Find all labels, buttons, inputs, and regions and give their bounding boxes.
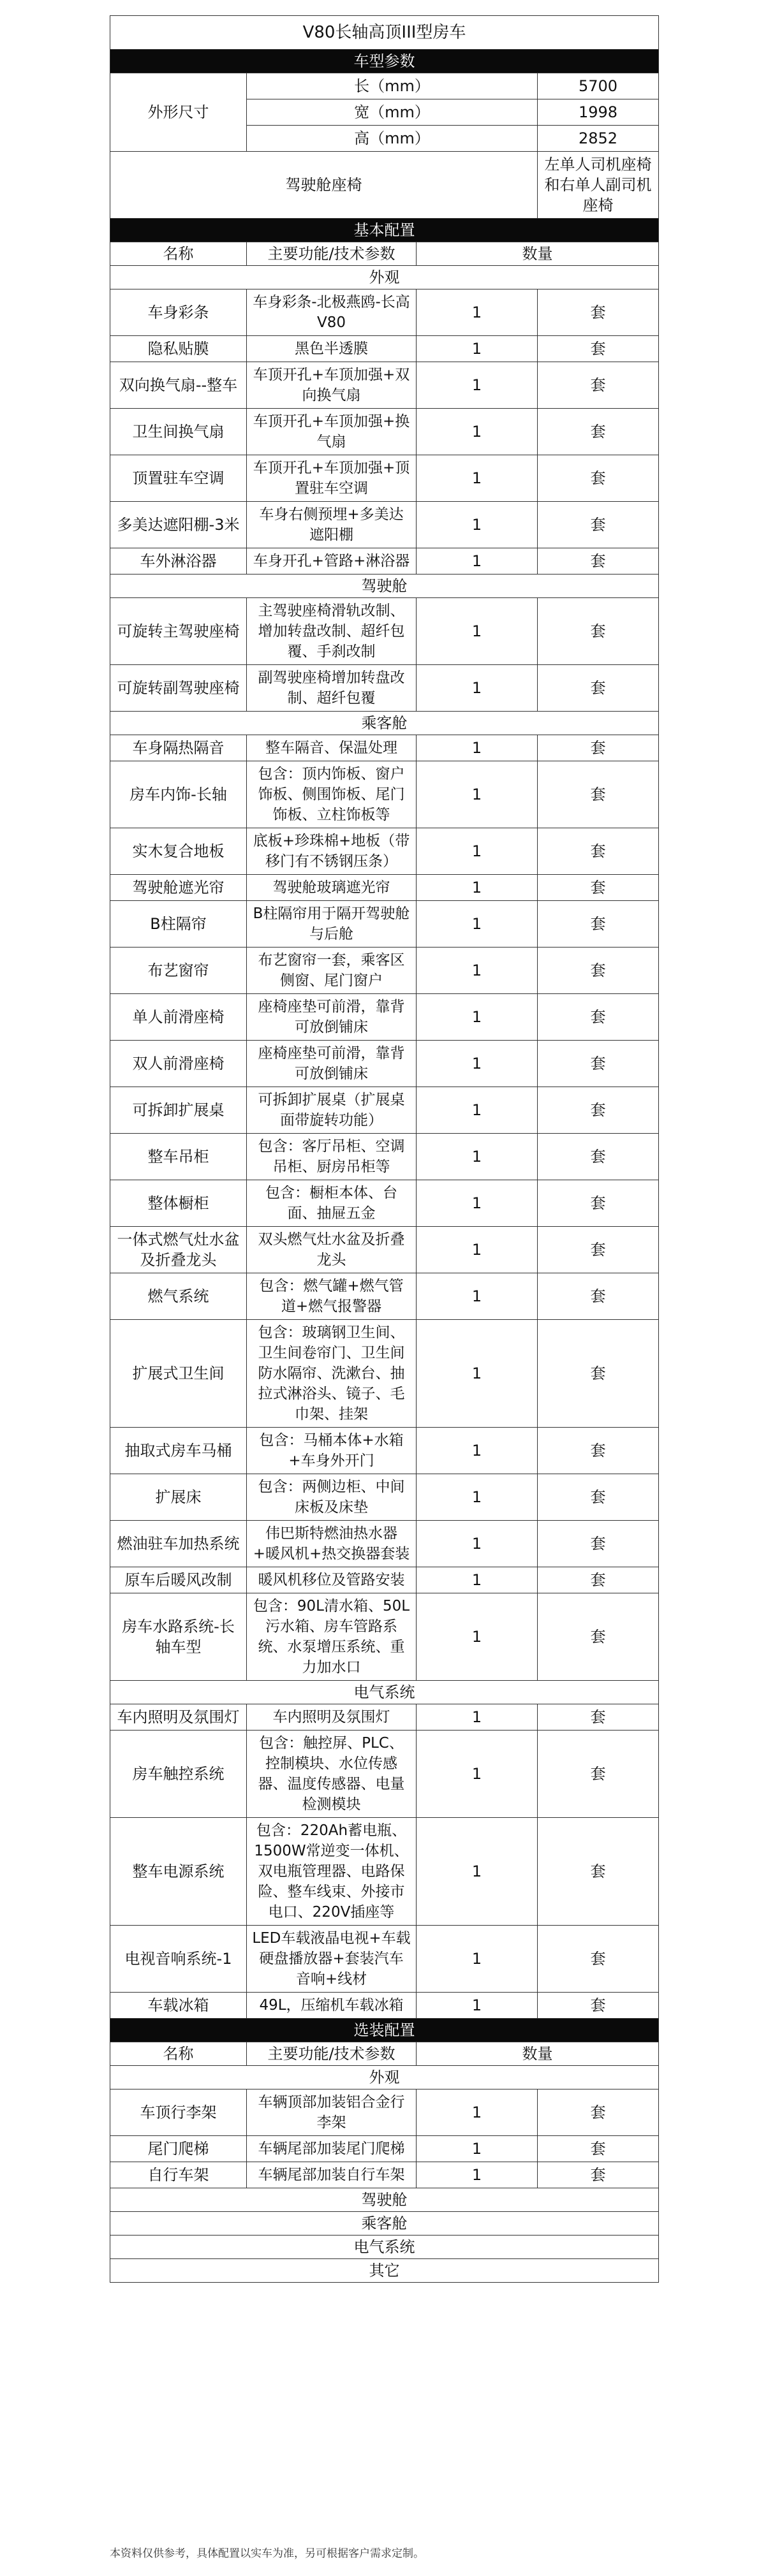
- section-title: 基本配置: [110, 219, 659, 242]
- item-unit: 套: [538, 2162, 659, 2188]
- table-row: [110, 598, 659, 665]
- table-row: [110, 1704, 659, 1731]
- item-unit: 套: [538, 735, 659, 761]
- group-row: [110, 712, 659, 735]
- item-name: 燃油驻车加热系统: [110, 1521, 247, 1567]
- item-spec: 伟巴斯特燃油热水器+暖风机+热交换器套装: [247, 1521, 417, 1567]
- item-qty: 1: [417, 1567, 538, 1593]
- item-name: 车身彩条: [110, 289, 247, 336]
- item-name: 双向换气扇--整车: [110, 362, 247, 409]
- table-row: [110, 409, 659, 455]
- item-name: 可旋转副驾驶座椅: [110, 665, 247, 712]
- item-name: 扩展式卫生间: [110, 1320, 247, 1428]
- item-qty: 1: [417, 735, 538, 761]
- item-spec: 可拆卸扩展桌（扩展桌面带旋转功能）: [247, 1087, 417, 1134]
- item-unit: 套: [538, 828, 659, 875]
- item-qty: 1: [417, 1474, 538, 1521]
- item-spec: 49L，压缩机车载冰箱: [247, 1993, 417, 2019]
- spec-table: [110, 15, 659, 2283]
- item-spec: 暖风机移位及管路安装: [247, 1567, 417, 1593]
- cab-seat-row: [110, 152, 659, 219]
- dimension-value: 2852: [538, 126, 659, 152]
- item-spec: 驾驶舱玻璃遮光帘: [247, 875, 417, 901]
- item-name: 整体橱柜: [110, 1180, 247, 1227]
- table-row: [110, 1567, 659, 1593]
- table-row: [110, 665, 659, 712]
- item-unit: 套: [538, 1521, 659, 1567]
- item-qty: 1: [417, 1180, 538, 1227]
- item-name: 燃气系统: [110, 1273, 247, 1320]
- item-unit: 套: [538, 761, 659, 828]
- item-unit: 套: [538, 1134, 659, 1180]
- item-qty: 1: [417, 336, 538, 362]
- item-name: 尾门爬梯: [110, 2136, 247, 2162]
- item-name: B柱隔帘: [110, 901, 247, 948]
- item-name: 房车触控系统: [110, 1731, 247, 1818]
- footnote: 本资料仅供参考，具体配置以实车为准，另可根据客户需求定制。: [110, 2547, 424, 2560]
- column-header-qty: 数量: [417, 2042, 659, 2066]
- item-unit: 套: [538, 1818, 659, 1926]
- item-spec: 包含：两侧边柜、中间床板及床垫: [247, 1474, 417, 1521]
- group-title: 外观: [110, 266, 659, 289]
- item-qty: 1: [417, 1593, 538, 1681]
- table-row: [110, 362, 659, 409]
- item-spec: 车身右侧预埋+多美达遮阳棚: [247, 502, 417, 548]
- section-band-basic-config: [110, 219, 659, 242]
- item-spec: 包含：橱柜本体、台面、抽屉五金: [247, 1180, 417, 1227]
- spec-table-body: [110, 16, 659, 2283]
- dimension-value: 1998: [538, 99, 659, 126]
- item-unit: 套: [538, 1180, 659, 1227]
- group-row: [110, 2188, 659, 2212]
- item-name: 电视音响系统-1: [110, 1926, 247, 1993]
- item-spec: 黑色半透膜: [247, 336, 417, 362]
- table-row: [110, 828, 659, 875]
- item-unit: 套: [538, 2089, 659, 2136]
- item-qty: 1: [417, 901, 538, 948]
- item-unit: 套: [538, 665, 659, 712]
- item-unit: 套: [538, 1273, 659, 1320]
- item-name: 抽取式房车马桶: [110, 1428, 247, 1474]
- item-qty: 1: [417, 1926, 538, 1993]
- item-qty: 1: [417, 1521, 538, 1567]
- table-row: [110, 1087, 659, 1134]
- item-name: 扩展床: [110, 1474, 247, 1521]
- item-spec: 车内照明及氛围灯: [247, 1704, 417, 1731]
- table-row: [110, 994, 659, 1041]
- table-row: [110, 1926, 659, 1993]
- table-row: [110, 1041, 659, 1087]
- item-unit: 套: [538, 1704, 659, 1731]
- table-row: [110, 1273, 659, 1320]
- table-row: [110, 548, 659, 574]
- item-spec: 车顶开孔+车顶加强+顶置驻车空调: [247, 455, 417, 502]
- item-spec: 车辆顶部加装铝合金行李架: [247, 2089, 417, 2136]
- group-title: 驾驶舱: [110, 574, 659, 598]
- item-name: 车顶行李架: [110, 2089, 247, 2136]
- item-name: 房车水路系统-长轴车型: [110, 1593, 247, 1681]
- item-name: 多美达遮阳棚-3米: [110, 502, 247, 548]
- item-spec: LED车载液晶电视+车载硬盘播放器+套装汽车音响+线材: [247, 1926, 417, 1993]
- item-qty: 1: [417, 598, 538, 665]
- item-name: 整车电源系统: [110, 1818, 247, 1926]
- page-title: V80长轴高顶III型房车: [110, 16, 659, 50]
- item-name: 可旋转主驾驶座椅: [110, 598, 247, 665]
- column-header-row: [110, 242, 659, 266]
- group-title: 电气系统: [110, 1681, 659, 1704]
- item-unit: 套: [538, 948, 659, 994]
- item-name: 车内照明及氛围灯: [110, 1704, 247, 1731]
- item-unit: 套: [538, 1428, 659, 1474]
- table-row: [110, 2136, 659, 2162]
- item-spec: 包含：燃气罐+燃气管道+燃气报警器: [247, 1273, 417, 1320]
- group-title: 乘客舱: [110, 2212, 659, 2236]
- group-title: 其它: [110, 2259, 659, 2283]
- item-qty: 1: [417, 2162, 538, 2188]
- item-spec: 车身开孔+管路+淋浴器: [247, 548, 417, 574]
- item-spec: 底板+珍珠棉+地板（带移门有不锈钢压条）: [247, 828, 417, 875]
- item-unit: 套: [538, 1041, 659, 1087]
- group-title: 外观: [110, 2066, 659, 2089]
- item-name: 房车内饰-长轴: [110, 761, 247, 828]
- item-qty: 1: [417, 1818, 538, 1926]
- table-row: [110, 2162, 659, 2188]
- item-spec: 车顶开孔+车顶加强+双向换气扇: [247, 362, 417, 409]
- section-title: 车型参数: [110, 50, 659, 73]
- group-title: 电气系统: [110, 2236, 659, 2259]
- column-header-spec: 主要功能/技术参数: [247, 2042, 417, 2066]
- item-spec: 包含：顶内饰板、窗户饰板、侧围饰板、尾门饰板、立柱饰板等: [247, 761, 417, 828]
- item-qty: 1: [417, 1227, 538, 1273]
- column-header-spec: 主要功能/技术参数: [247, 242, 417, 266]
- dimension-name: 长（mm）: [247, 73, 538, 99]
- table-row: [110, 1521, 659, 1567]
- section-band-model-params: [110, 50, 659, 73]
- item-spec: 座椅座垫可前滑，靠背可放倒铺床: [247, 1041, 417, 1087]
- item-qty: 1: [417, 1320, 538, 1428]
- item-name: 车载冰箱: [110, 1993, 247, 2019]
- item-name: 原车后暖风改制: [110, 1567, 247, 1593]
- column-header-name: 名称: [110, 242, 247, 266]
- item-spec: 包含：90L清水箱、50L污水箱、房车管路系统、水泵增压系统、重力加水口: [247, 1593, 417, 1681]
- table-row: [110, 2089, 659, 2136]
- section-title: 选装配置: [110, 2019, 659, 2042]
- item-unit: 套: [538, 502, 659, 548]
- section-band-optional-config: [110, 2019, 659, 2042]
- item-spec: 座椅座垫可前滑，靠背可放倒铺床: [247, 994, 417, 1041]
- item-qty: 1: [417, 1041, 538, 1087]
- item-unit: 套: [538, 455, 659, 502]
- title-row: [110, 16, 659, 50]
- group-row: [110, 2236, 659, 2259]
- item-unit: 套: [538, 1087, 659, 1134]
- item-unit: 套: [538, 1993, 659, 2019]
- dimension-row: [110, 73, 659, 99]
- item-unit: 套: [538, 1593, 659, 1681]
- table-row: [110, 1227, 659, 1273]
- table-row: [110, 735, 659, 761]
- cab-seat-label: 驾驶舱座椅: [110, 152, 538, 219]
- item-unit: 套: [538, 901, 659, 948]
- cab-seat-value: 左单人司机座椅和右单人副司机座椅: [538, 152, 659, 219]
- group-row: [110, 574, 659, 598]
- item-name: 单人前滑座椅: [110, 994, 247, 1041]
- table-row: [110, 1134, 659, 1180]
- item-spec: 整车隔音、保温处理: [247, 735, 417, 761]
- item-qty: 1: [417, 1704, 538, 1731]
- item-unit: 套: [538, 1227, 659, 1273]
- dimension-name: 高（mm）: [247, 126, 538, 152]
- item-unit: 套: [538, 362, 659, 409]
- table-row: [110, 1428, 659, 1474]
- item-qty: 1: [417, 948, 538, 994]
- group-row: [110, 1681, 659, 1704]
- dimension-value: 5700: [538, 73, 659, 99]
- item-qty: 1: [417, 2136, 538, 2162]
- item-qty: 1: [417, 409, 538, 455]
- item-qty: 1: [417, 289, 538, 336]
- item-name: 隐私贴膜: [110, 336, 247, 362]
- group-row: [110, 2212, 659, 2236]
- item-qty: 1: [417, 875, 538, 901]
- item-unit: 套: [538, 2136, 659, 2162]
- group-row: [110, 2066, 659, 2089]
- table-row: [110, 502, 659, 548]
- item-qty: 1: [417, 1993, 538, 2019]
- table-row: [110, 761, 659, 828]
- item-unit: 套: [538, 1567, 659, 1593]
- item-qty: 1: [417, 1273, 538, 1320]
- item-spec: 双头燃气灶水盆及折叠龙头: [247, 1227, 417, 1273]
- item-spec: 包含：玻璃钢卫生间、卫生间卷帘门、卫生间防水隔帘、洗漱台、抽拉式淋浴头、镜子、毛巾架、挂架: [247, 1320, 417, 1428]
- item-name: 布艺窗帘: [110, 948, 247, 994]
- item-spec: 包含：触控屏、PLC、控制模块、水位传感器、温度传感器、电量检测模块: [247, 1731, 417, 1818]
- group-row: [110, 2259, 659, 2283]
- item-qty: 1: [417, 1428, 538, 1474]
- item-unit: 套: [538, 1731, 659, 1818]
- item-spec: 车顶开孔+车顶加强+换气扇: [247, 409, 417, 455]
- item-spec: 车辆尾部加装自行车架: [247, 2162, 417, 2188]
- group-title: 驾驶舱: [110, 2188, 659, 2212]
- item-spec: 车身彩条-北极燕鸥-长高V80: [247, 289, 417, 336]
- item-name: 双人前滑座椅: [110, 1041, 247, 1087]
- group-title: 乘客舱: [110, 712, 659, 735]
- item-qty: 1: [417, 455, 538, 502]
- item-spec: 副驾驶座椅增加转盘改制、超纤包覆: [247, 665, 417, 712]
- item-name: 顶置驻车空调: [110, 455, 247, 502]
- item-qty: 1: [417, 761, 538, 828]
- item-spec: 布艺窗帘一套，乘客区侧窗、尾门窗户: [247, 948, 417, 994]
- item-qty: 1: [417, 362, 538, 409]
- item-qty: 1: [417, 2089, 538, 2136]
- item-unit: 套: [538, 875, 659, 901]
- table-row: [110, 336, 659, 362]
- group-row: [110, 266, 659, 289]
- table-row: [110, 1993, 659, 2019]
- item-unit: 套: [538, 598, 659, 665]
- table-row: [110, 948, 659, 994]
- item-unit: 套: [538, 1474, 659, 1521]
- item-spec: 包含：马桶本体+水箱+车身外开门: [247, 1428, 417, 1474]
- item-qty: 1: [417, 502, 538, 548]
- table-row: [110, 1474, 659, 1521]
- item-name: 车外淋浴器: [110, 548, 247, 574]
- item-name: 车身隔热隔音: [110, 735, 247, 761]
- table-row: [110, 875, 659, 901]
- item-spec: 包含：客厅吊柜、空调吊柜、厨房吊柜等: [247, 1134, 417, 1180]
- table-row: [110, 1593, 659, 1681]
- item-name: 实木复合地板: [110, 828, 247, 875]
- item-qty: 1: [417, 548, 538, 574]
- table-row: [110, 1731, 659, 1818]
- item-spec: B柱隔帘用于隔开驾驶舱与后舱: [247, 901, 417, 948]
- item-qty: 1: [417, 1731, 538, 1818]
- table-row: [110, 289, 659, 336]
- table-row: [110, 1180, 659, 1227]
- item-qty: 1: [417, 828, 538, 875]
- item-name: 驾驶舱遮光帘: [110, 875, 247, 901]
- item-spec: 包含：220Ah蓄电瓶、1500W常逆变一体机、双电瓶管理器、电路保险、整车线束、外接市电口、220V插座等: [247, 1818, 417, 1926]
- item-name: 一体式燃气灶水盆及折叠龙头: [110, 1227, 247, 1273]
- item-unit: 套: [538, 548, 659, 574]
- item-name: 可拆卸扩展桌: [110, 1087, 247, 1134]
- item-name: 卫生间换气扇: [110, 409, 247, 455]
- item-unit: 套: [538, 1926, 659, 1993]
- table-row: [110, 455, 659, 502]
- column-header-name: 名称: [110, 2042, 247, 2066]
- table-row: [110, 1818, 659, 1926]
- item-qty: 1: [417, 665, 538, 712]
- item-unit: 套: [538, 1320, 659, 1428]
- table-row: [110, 1320, 659, 1428]
- item-qty: 1: [417, 1087, 538, 1134]
- item-qty: 1: [417, 994, 538, 1041]
- item-unit: 套: [538, 289, 659, 336]
- item-qty: 1: [417, 1134, 538, 1180]
- item-name: 整车吊柜: [110, 1134, 247, 1180]
- table-row: [110, 901, 659, 948]
- item-spec: 主驾驶座椅滑轨改制、增加转盘改制、超纤包覆、手刹改制: [247, 598, 417, 665]
- dimensions-label: 外形尺寸: [110, 73, 247, 152]
- item-name: 自行车架: [110, 2162, 247, 2188]
- column-header-row: [110, 2042, 659, 2066]
- item-spec: 车辆尾部加装尾门爬梯: [247, 2136, 417, 2162]
- item-unit: 套: [538, 409, 659, 455]
- item-unit: 套: [538, 994, 659, 1041]
- item-unit: 套: [538, 336, 659, 362]
- column-header-qty: 数量: [417, 242, 659, 266]
- dimension-name: 宽（mm）: [247, 99, 538, 126]
